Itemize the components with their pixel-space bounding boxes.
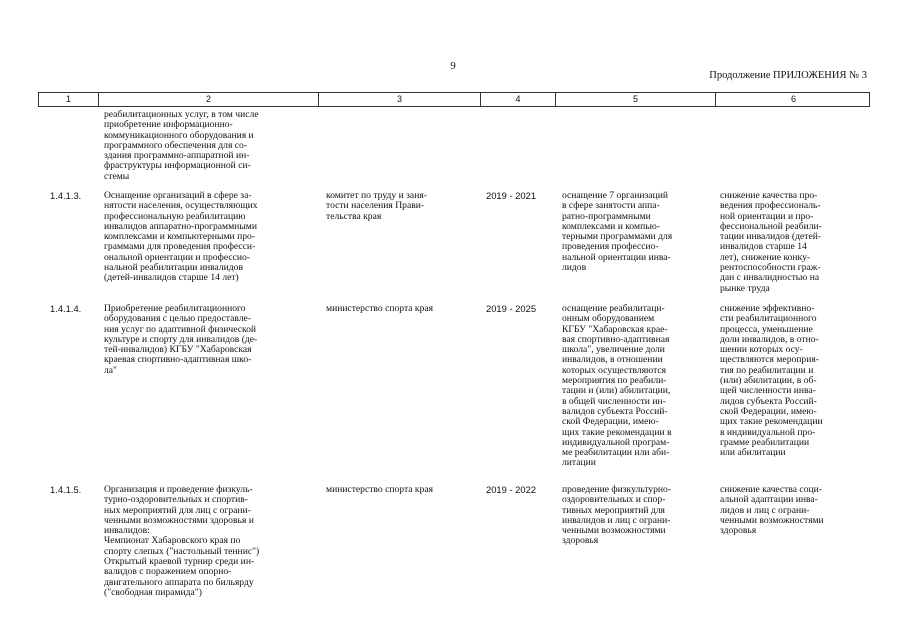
row-executor: комитет по труду и заня- тости населения Прави- тельства края (326, 190, 427, 222)
header-col-2: 2 (99, 93, 319, 106)
row-period: 2019 - 2025 (486, 303, 537, 314)
page-number: 9 (450, 60, 456, 72)
header-col-6: 6 (790, 94, 796, 104)
row-description: Приобретение реабилитационного оборудования с целью предоставле- ния услуг по адаптивной физической культуре и спорту для инвалидов (де- тей-инвалидов) КГБУ "Хабаровская краевая спортивно-адаптивная шко- ла" (104, 303, 258, 376)
row-number: 1.4.1.4. (50, 303, 82, 314)
row-description: реабилитационных услуг, в том числе приобретение информационно- коммуникационного оборудования и программного обеспечения для со- здания программно-аппаратной ин- фраструктуры информационной си- стемы (104, 109, 259, 182)
header-col-1: 1 (39, 93, 99, 106)
row-consequence: снижение качества соци- альной адаптации инва- лидов и лиц с ограни- ченными возможностями здоровья (720, 484, 824, 537)
row-executor: министерство спорта края (326, 484, 434, 495)
row-executor: министерство спорта края (326, 303, 434, 314)
row-number: 1.4.1.5. (50, 484, 82, 495)
header-col-4: 4 (481, 93, 556, 106)
row-period: 2019 - 2021 (486, 190, 537, 201)
row-period: 2019 - 2022 (486, 484, 537, 495)
row-description: Оснащение организаций в сфере за- нятости населения, осуществляющих профессиональную реабилитацию инвалидов аппаратно-программными комплексами и компьютерными про- граммами для проведения професси- ональной ориентации и профессио- нальной реабилитации инвалидов (детей-инвалидов старше 14 лет) (104, 190, 258, 284)
row-consequence: снижение качества про- ведения профессиональ- ной ориентации и про- фессиональной реабили- тации инвалидов (детей- инвалидов старше 14 лет), снижение конку- рентоспособности граж- дан с инвалидностью на рынке труда (720, 190, 822, 294)
row-result: оснащение реабилитаци- онным оборудованием КГБУ "Хабаровская крае- вая спортивно-адаптивная школа", увеличение доли инвалидов, в отношении которых осуществляются мероприятия по реабили- тации и (или) абилитации, в общей численности ин- валидов субъекта Россий- ской Федерации, имею- щих такие рекомендации в индивидуальной програм- ме реабилитации или аби- литации (562, 303, 672, 469)
appendix-title: Продолжение ПРИЛОЖЕНИЯ № 3 (709, 70, 867, 81)
table-header-row (38, 92, 870, 107)
row-result: оснащение 7 организаций в сфере занятости аппа- ратно-программными комплексами и компью- терными программами для проведения профессио- нальной ориентации инва- лидов (562, 190, 673, 274)
header-col-5: 5 (556, 93, 716, 106)
header-col-3: 3 (319, 93, 481, 106)
row-consequence: снижение эффективно- сти реабилитационного процесса, уменьшение доли инвалидов, в отно- шении которых осу- ществляются мероприя- тия по реабилитации и (или) абилитации, в об- щей численности инва- лидов субъекта Россий- ской Федерации, имею- щих такие рекомендации в индивидуальной про- грамме реабилитации или абилитации (720, 303, 823, 459)
row-result: проведение физкультурно- оздоровительных и спор- тивных мероприятий для инвалидов и лиц с ограни- ченными возможностями здоровья (562, 484, 672, 547)
row-number: 1.4.1.3. (50, 190, 82, 201)
row-description: Организация и проведение физкуль- турно-оздоровительных и спортив- ных мероприятий для лиц с ограни- ченными возможностями здоровья и инвалидов: Чемпионат Хабаровского края по спорту слепых ("настольный теннис") Открытый краевой турнир среди ин- валидов с поражением опорно- двигательного аппарата по бильярду ("свободная пирамида") (104, 484, 260, 598)
